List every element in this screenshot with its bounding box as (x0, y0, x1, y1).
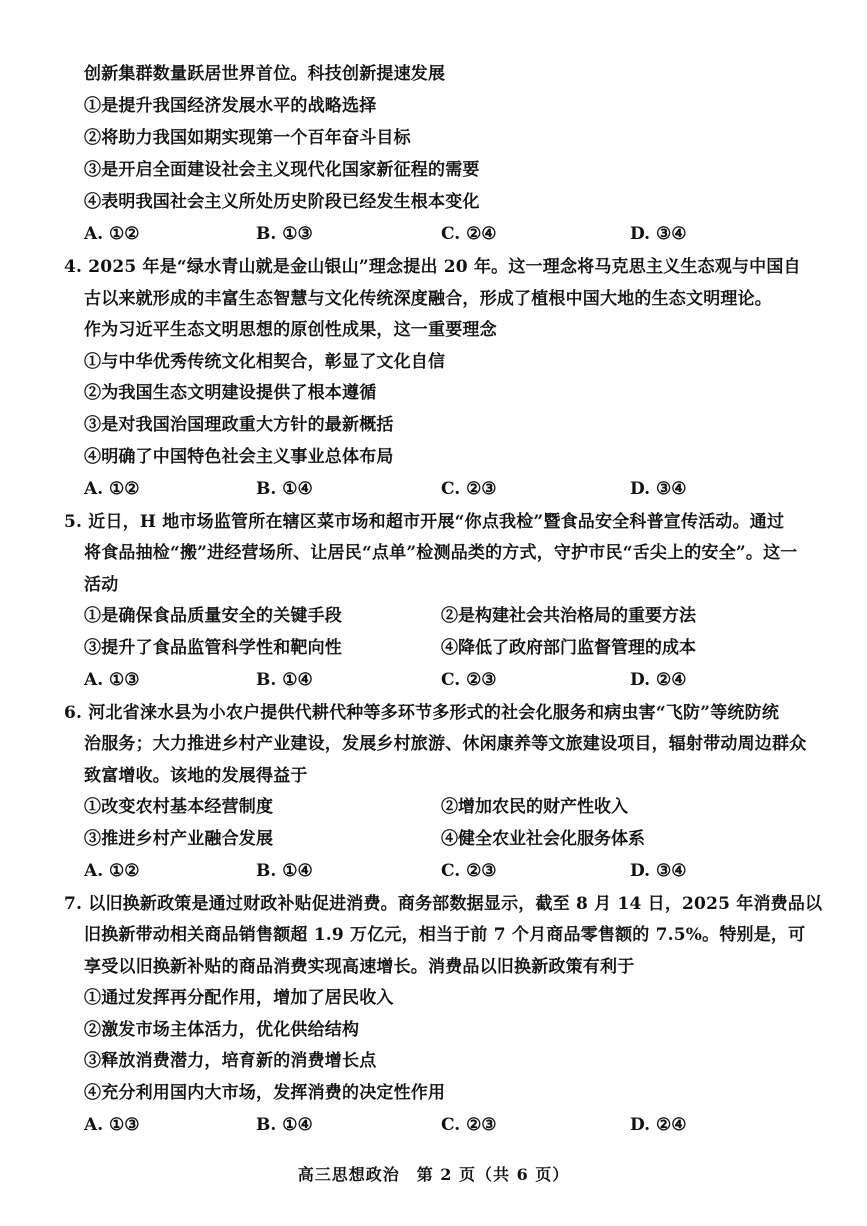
q5-choice-c: C. ②③ (441, 670, 497, 690)
q6-choice-b: B. ①④ (256, 861, 313, 881)
q5-item-3: ③提升了食品监管科学性和靶向性 (84, 638, 342, 658)
q7-item-4: ④充分利用国内大市场，发挥消费的决定性作用 (84, 1083, 446, 1103)
q5-stem-line-1: 5. 近日，H 地市场监管所在辖区菜市场和超市开展“你点我检”暨食品安全科普宣传活动。通过 (64, 512, 785, 532)
q5-item-2: ②是构建社会共治格局的重要方法 (441, 606, 696, 626)
q6-stem-line-1: 6. 河北省涞水县为小农户提供代耕代种等多环节多形式的社会化服务和病虫害“飞防”等统防统 (64, 703, 780, 723)
q7-stem-line-3: 享受以旧换新补贴的商品消费实现高速增长。消费品以旧换新政策有利于 (84, 957, 635, 977)
q4-item-4: ④明确了中国特色社会主义事业总体布局 (84, 447, 394, 467)
q6-stem-line-3: 致富增收。该地的发展得益于 (84, 766, 308, 786)
q4-stem-line-3: 作为习近平生态文明思想的原创性成果，这一重要理念 (84, 320, 497, 340)
q4-choice-a: A. ①② (84, 479, 140, 499)
q6-stem-line-2: 治服务；大力推进乡村产业建设，发展乡村旅游、休闲康养等文旅建设项目，辐射带动周边群众 (84, 734, 807, 754)
q3-stem-line-1: 创新集群数量跃居世界首位。科技创新提速发展 (84, 64, 446, 84)
q3-choice-a: A. ①② (84, 224, 140, 244)
q7-item-3: ③释放消费潜力，培育新的消费增长点 (84, 1051, 377, 1071)
q5-choice-a: A. ①③ (84, 670, 140, 690)
q5-stem-line-2: 将食品抽检“搬”进经营场所、让居民“点单”检测品类的方式，守护市民“舌尖上的安全”。这一 (84, 543, 798, 563)
q3-choice-d: D. ③④ (630, 224, 687, 244)
q7-choice-a: A. ①③ (84, 1115, 140, 1135)
q6-choice-a: A. ①② (84, 861, 140, 881)
q6-item-1: ①改变农村基本经营制度 (84, 797, 274, 817)
q4-stem-line-2: 古以来就形成的丰富生态智慧与文化传统深度融合，形成了植根中国大地的生态文明理论。 (84, 289, 772, 309)
q5-choice-b: B. ①④ (256, 670, 313, 690)
q3-item-1: ①是提升我国经济发展水平的战略选择 (84, 96, 377, 116)
q4-item-3: ③是对我国治国理政重大方针的最新概括 (84, 415, 394, 435)
q5-item-1: ①是确保食品质量安全的关键手段 (84, 606, 342, 626)
q3-choice-c: C. ②④ (441, 224, 497, 244)
q4-item-1: ①与中华优秀传统文化相契合，彰显了文化自信 (84, 352, 446, 372)
q4-item-2: ②为我国生态文明建设提供了根本遵循 (84, 383, 377, 403)
q7-choice-d: D. ②④ (630, 1115, 687, 1135)
q7-item-2: ②激发市场主体活力，优化供给结构 (84, 1020, 360, 1040)
q5-item-4: ④降低了政府部门监督管理的成本 (441, 638, 696, 658)
q4-choice-b: B. ①④ (256, 479, 313, 499)
q3-item-2: ②将助力我国如期实现第一个百年奋斗目标 (84, 128, 411, 148)
q7-stem-line-1: 7. 以旧换新政策是通过财政补贴促进消费。商务部数据显示，截至 8 月 14 日，2025 年消费品以 (64, 894, 823, 914)
q7-item-1: ①通过发挥再分配作用，增加了居民收入 (84, 988, 394, 1008)
q4-choice-d: D. ③④ (630, 479, 687, 499)
q6-item-2: ②增加农民的财产性收入 (441, 797, 628, 817)
q4-stem-line-1: 4. 2025 年是“绿水青山就是金山银山”理念提出 20 年。这一理念将马克思主义生态观与中国自 (64, 257, 801, 277)
q5-choice-d: D. ②④ (630, 670, 687, 690)
q6-choice-c: C. ②③ (441, 861, 497, 881)
q6-item-4: ④健全农业社会化服务体系 (441, 829, 645, 849)
q6-item-3: ③推进乡村产业融合发展 (84, 829, 274, 849)
q7-stem-line-2: 旧换新带动相关商品销售额超 1.9 万亿元，相当于前 7 个月商品零售额的 7.5%。特别是，可 (84, 925, 806, 945)
page-footer: 高三思想政治 第 2 页（共 6 页） (297, 1165, 570, 1184)
q5-stem-line-3: 活动 (84, 575, 119, 595)
q3-item-3: ③是开启全面建设社会主义现代化国家新征程的需要 (84, 160, 480, 180)
q7-choice-c: C. ②③ (441, 1115, 497, 1135)
q3-item-4: ④表明我国社会主义所处历史阶段已经发生根本变化 (84, 192, 480, 212)
q6-choice-d: D. ③④ (630, 861, 687, 881)
q4-choice-c: C. ②③ (441, 479, 497, 499)
q7-choice-b: B. ①④ (256, 1115, 313, 1135)
q3-choice-b: B. ①③ (256, 224, 313, 244)
